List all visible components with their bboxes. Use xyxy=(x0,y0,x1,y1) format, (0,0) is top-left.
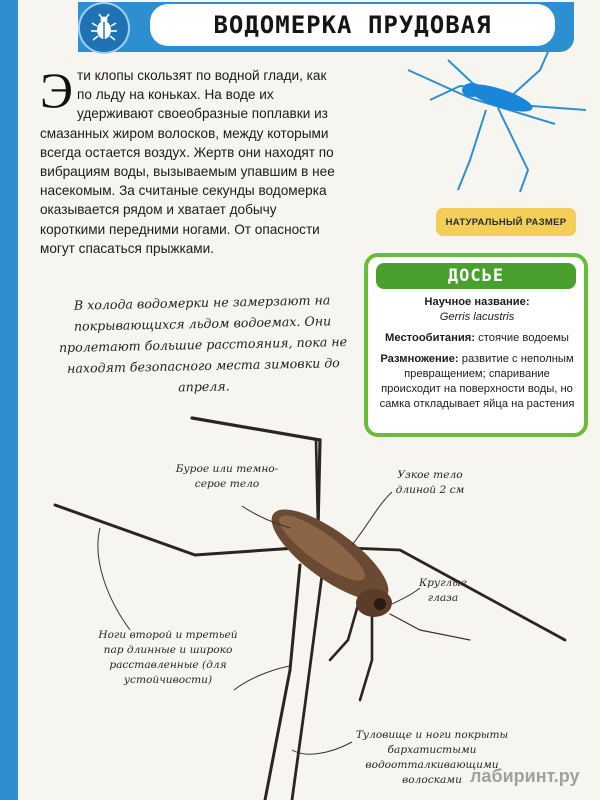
watermark: лабиринт.ру xyxy=(470,766,580,786)
reproduction-row xyxy=(374,352,580,412)
page-title: ВОДОМЕРКА ПРУДОВАЯ xyxy=(213,11,492,39)
reproduction-value: развитие с неполным превращением; спаривание происходит на поверхности воды, но самка откладывает яйца на растения xyxy=(379,353,575,410)
intro-text: ти клопы скользят по водной глади, как по льду на коньках. На воде их удерживают своеобразные поплавки из смазанных жиром волосков, между которыми всегда остается воздух. Жертв они находят по вибрациям воды, вызываемым упавшим в нее насекомым. За считаные секунды водомерка оказывается рядом и хватает добычу короткими передними ногами. От опасности могут спасаться прыжками. xyxy=(40,68,335,256)
natural-size-silhouette xyxy=(408,52,586,192)
dossier-title: ДОСЬЕ xyxy=(447,266,505,286)
label-body-color: Бурое или темно-серое тело xyxy=(175,463,279,490)
scientific-name-value: Gerris lacustris xyxy=(439,311,515,323)
label-legs: Ноги второй и третьей пар длинные и широко расставленные (для устойчивости) xyxy=(98,629,238,686)
insect-head xyxy=(356,589,392,617)
scientific-name-label: Научное название: xyxy=(424,296,530,308)
dossier-body xyxy=(374,295,580,418)
reproduction-label: Размножение: xyxy=(380,353,459,365)
insect-eye xyxy=(374,598,386,610)
dossier-header xyxy=(376,263,576,289)
habitat-label: Местообитания: xyxy=(385,332,476,344)
label-body-size: Узкое тело длиной 2 см xyxy=(395,469,465,496)
habitat-row xyxy=(374,331,580,346)
natural-size-badge: НАТУРАЛЬНЫЙ РАЗМЕР xyxy=(436,208,576,236)
winter-note: В холода водомерки не замерзают на покрывающихся льдом водоемах. Они пролетают большие расстояния, пока не находят безопасного места зимовки до апреля. xyxy=(58,292,348,395)
silhouette-head xyxy=(462,83,482,97)
habitat-value: стоячие водоемы xyxy=(478,332,569,344)
dossier-panel xyxy=(364,253,588,437)
label-eyes: Круглые глаза xyxy=(418,577,468,604)
label-hairs: Туловище и ноги покрыты бархатистыми водоотталкивающими волосками xyxy=(355,729,509,786)
scientific-name-row xyxy=(374,295,580,325)
intro-dropcap: Э xyxy=(40,62,74,118)
